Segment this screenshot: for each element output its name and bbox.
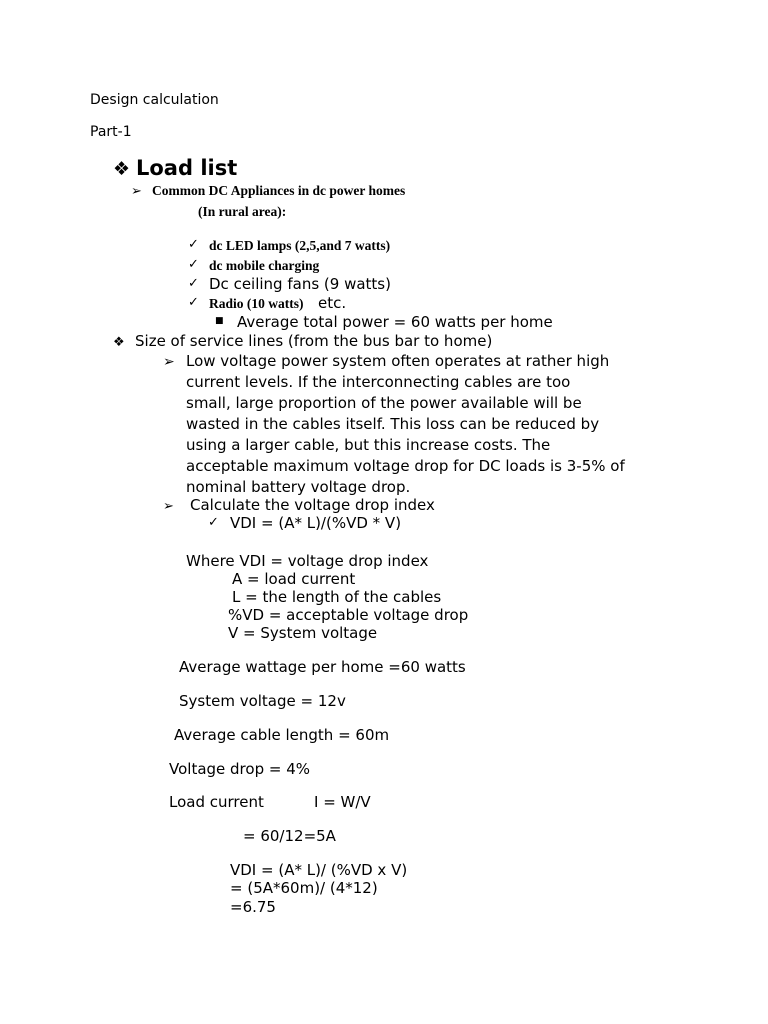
system-voltage: System voltage = 12v xyxy=(179,692,346,710)
paragraph-line: Low voltage power system often operates at rather high xyxy=(186,352,610,370)
definition-a: A = load current xyxy=(232,570,356,588)
load-current-formula: I = W/V xyxy=(314,793,371,811)
voltage-drop: Voltage drop = 4% xyxy=(169,760,310,778)
load-current-calc: = 60/12=5A xyxy=(243,827,336,845)
definition-vd: %VD = acceptable voltage drop xyxy=(228,606,469,624)
definition-v: V = System voltage xyxy=(228,624,378,642)
calc-vdi-heading: Calculate the voltage drop index xyxy=(190,496,435,514)
load-current-label: Load current xyxy=(169,793,264,811)
definition-l: L = the length of the cables xyxy=(232,588,442,606)
paragraph-line: current levels. If the interconnecting cables are too xyxy=(186,373,571,391)
checkmark-icon: ✓ xyxy=(208,515,219,530)
load-item: Radio (10 watts) xyxy=(209,296,304,311)
where-line: Where VDI = voltage drop index xyxy=(186,552,429,570)
square-bullet-icon: ■ xyxy=(215,316,224,326)
load-item: dc LED lamps (2,5,and 7 watts) xyxy=(209,238,391,253)
load-item: Dc ceiling fans (9 watts) xyxy=(209,275,391,293)
paragraph-line: small, large proportion of the power available will be xyxy=(186,394,582,412)
vdi-calc-line: = (5A*60m)/ (4*12) xyxy=(230,879,378,897)
checkmark-icon: ✓ xyxy=(188,276,199,291)
average-wattage: Average wattage per home =60 watts xyxy=(179,658,466,676)
service-lines-heading: Size of service lines (from the bus bar to home) xyxy=(135,332,493,350)
paragraph-line: using a larger cable, but this increase costs. The xyxy=(186,436,551,454)
vdi-formula: VDI = (A* L)/(%VD * V) xyxy=(230,514,402,532)
rural-area-note: (In rural area): xyxy=(198,204,287,219)
radio-suffix: etc. xyxy=(318,294,347,312)
common-dc-heading: Common DC Appliances in dc power homes xyxy=(152,183,406,198)
vdi-result: =6.75 xyxy=(230,898,276,916)
arrow-bullet-icon: ➢ xyxy=(163,499,174,514)
checkmark-icon: ✓ xyxy=(188,237,199,252)
arrow-bullet-icon: ➢ xyxy=(163,354,175,370)
part-label: Part-1 xyxy=(90,124,132,140)
arrow-bullet-icon: ➢ xyxy=(131,184,142,199)
vdi-calc-line: VDI = (A* L)/ (%VD x V) xyxy=(230,861,408,879)
diamond-bullet-icon: ❖ xyxy=(113,158,131,180)
diamond-bullet-icon: ❖ xyxy=(113,335,125,350)
paragraph-line: wasted in the cables itself. This loss can be reduced by xyxy=(186,415,600,433)
load-item: dc mobile charging xyxy=(209,258,320,273)
average-total-power: Average total power = 60 watts per home xyxy=(237,313,553,331)
cable-length: Average cable length = 60m xyxy=(174,726,390,744)
doc-title: Design calculation xyxy=(90,92,219,108)
paragraph-line: nominal battery voltage drop. xyxy=(186,478,411,496)
checkmark-icon: ✓ xyxy=(188,295,199,310)
checkmark-icon: ✓ xyxy=(188,257,199,272)
load-list-heading: Load list xyxy=(136,156,238,180)
paragraph-line: acceptable maximum voltage drop for DC loads is 3-5% of xyxy=(186,457,625,475)
